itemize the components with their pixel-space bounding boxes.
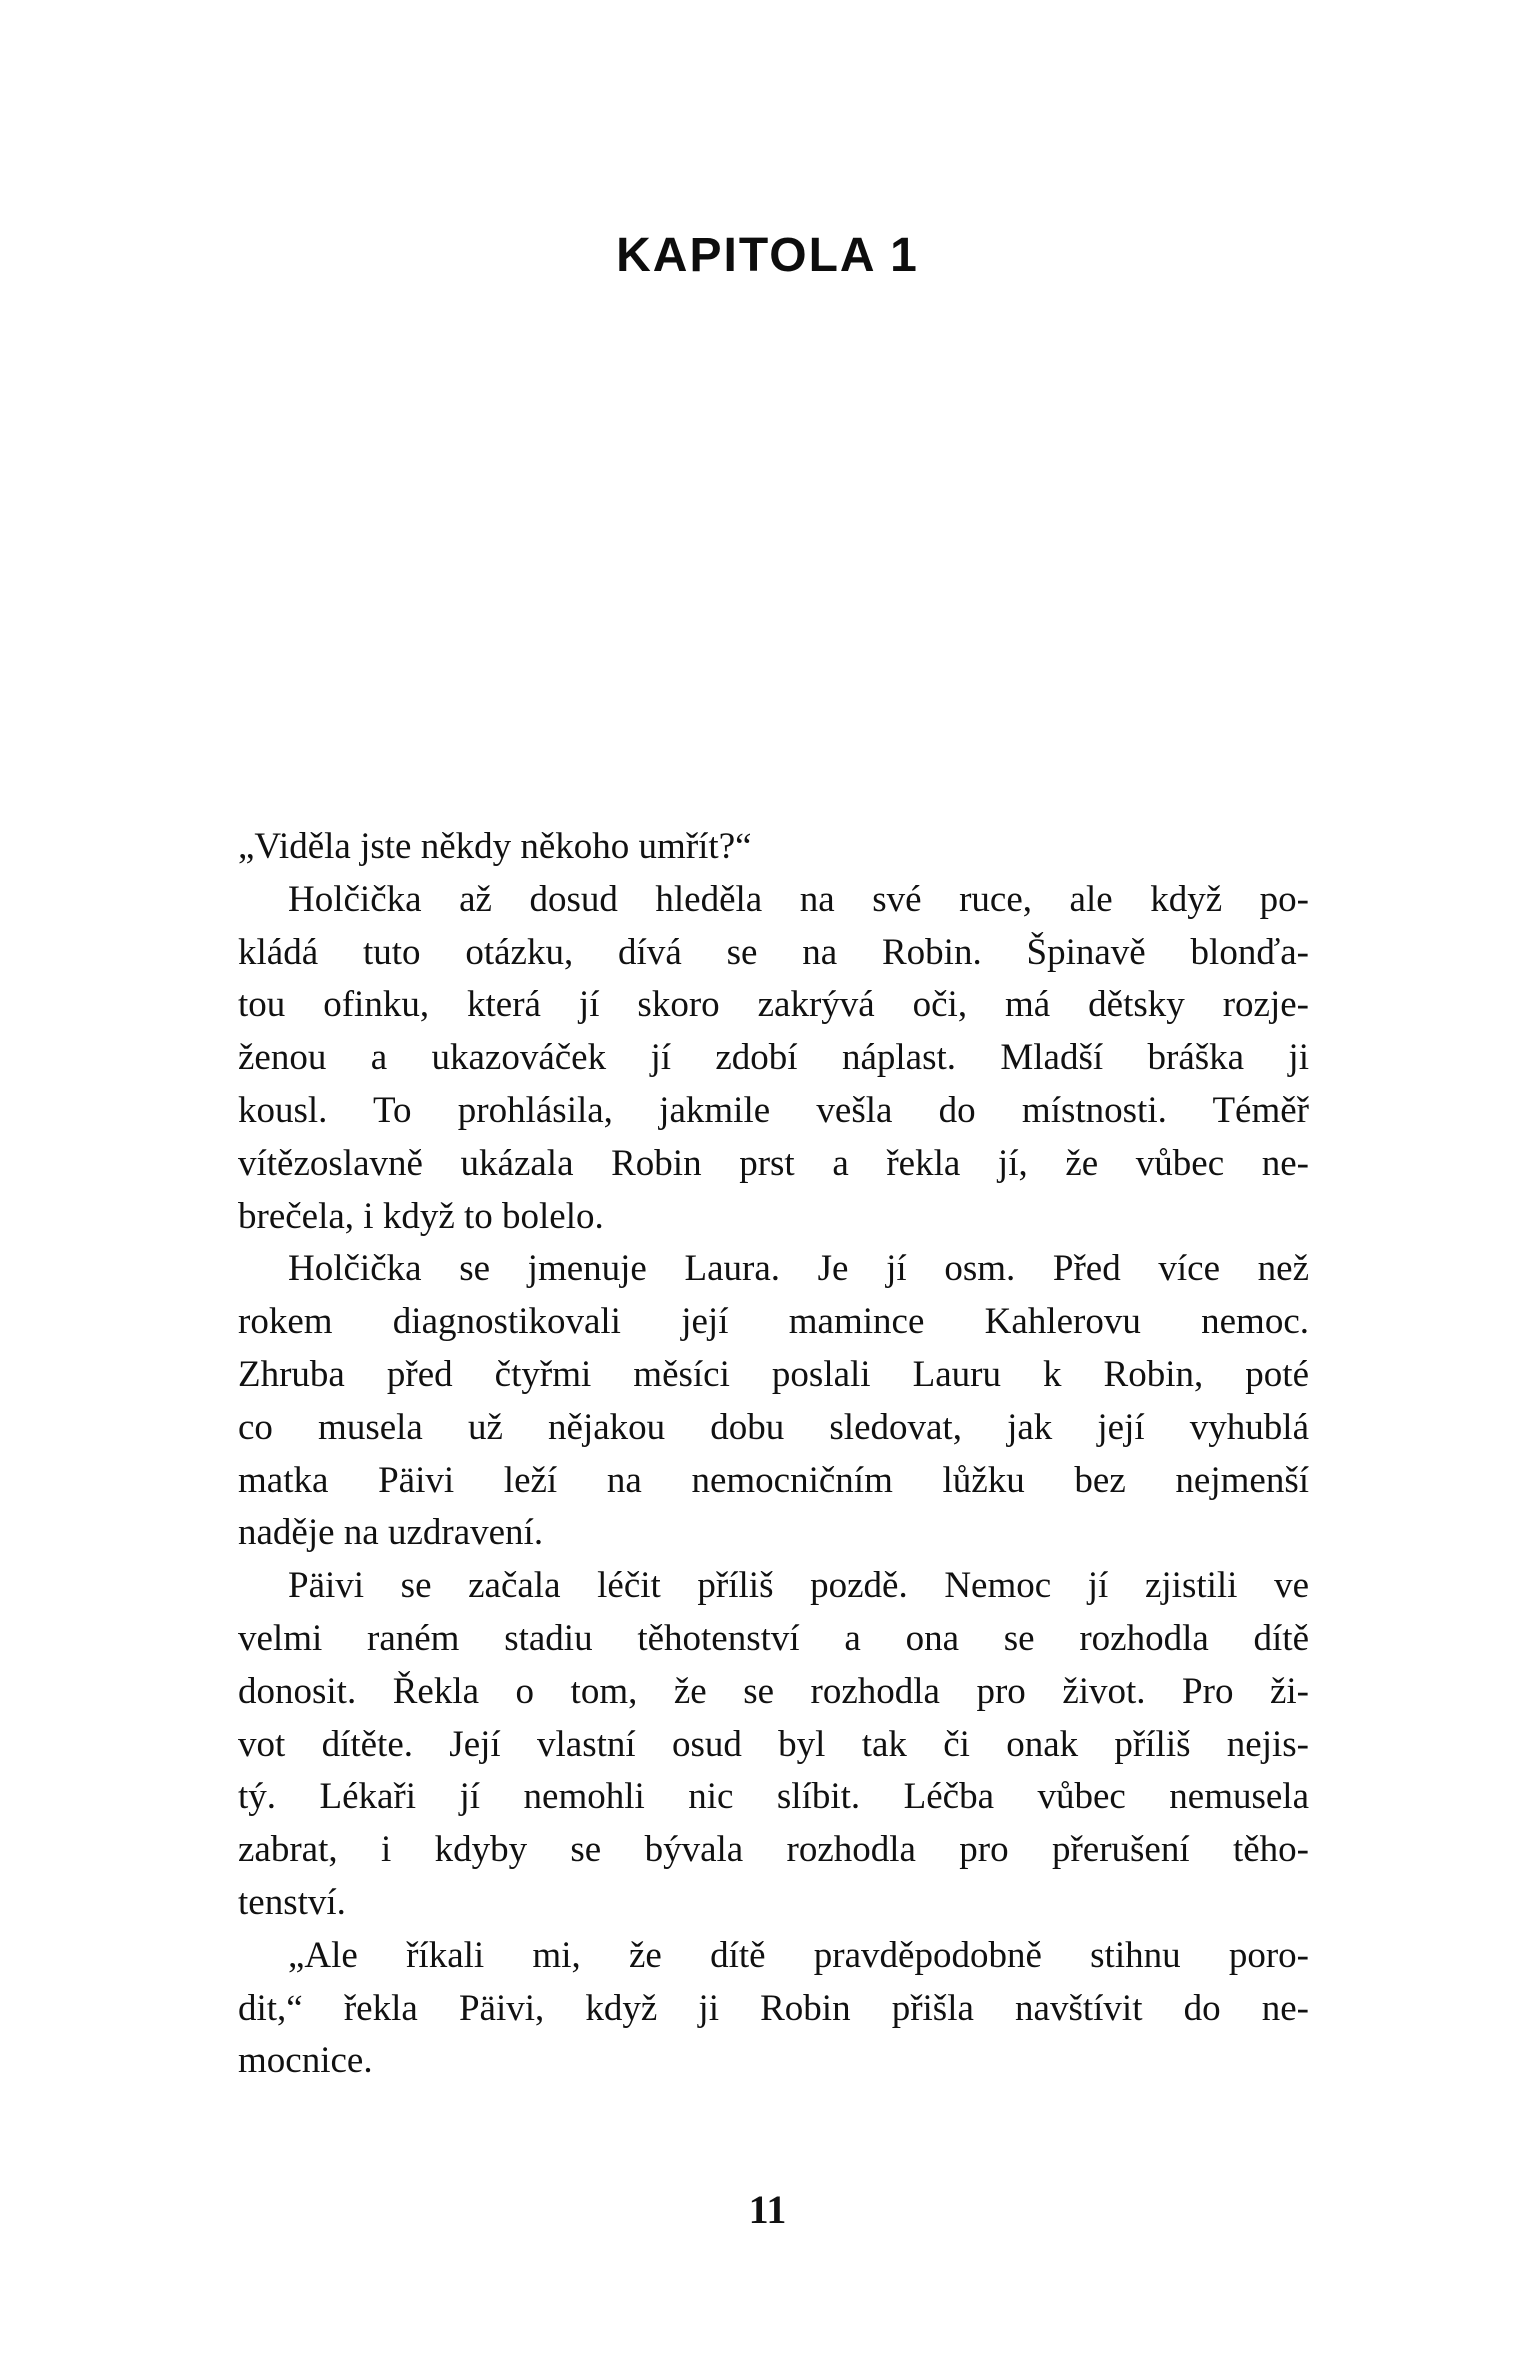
text-line: kousl. To prohlásila, jakmile vešla do místnosti. Téměř (238, 1089, 1309, 1131)
text-line: vítězoslavně ukázala Robin prst a řekla jí, že vůbec ne- (238, 1142, 1309, 1184)
text-line: tenství. (238, 1881, 346, 1923)
text-line: vot dítěte. Její vlastní osud byl tak či onak příliš nejis- (238, 1723, 1309, 1765)
text-line: naděje na uzdravení. (238, 1512, 544, 1554)
text-line: tou ofinku, která jí skoro zakrývá oči, má dětsky rozje- (238, 984, 1309, 1026)
text-line: matka Päivi leží na nemocničním lůžku bez nejmenší (238, 1459, 1309, 1501)
paragraph (238, 874, 1309, 1244)
text-line: mocnice. (238, 2040, 373, 2082)
text-line: Päivi se začala léčit příliš pozdě. Nemoc jí zjistili ve (288, 1565, 1309, 1607)
text-line: „Ale říkali mi, že dítě pravděpodobně stihnu poro- (288, 1934, 1309, 1976)
text-line: dit,“ řekla Päivi, když ji Robin přišla navštívit do ne- (238, 1987, 1309, 2029)
text-line: „Viděla jste někdy někoho umřít?“ (238, 826, 752, 867)
text-line: kládá tuto otázku, dívá se na Robin. Špinavě blonďa- (238, 931, 1309, 973)
text-line: co musela už nějakou dobu sledovat, jak její vyhublá (238, 1406, 1309, 1448)
text-line: Holčička se jmenuje Laura. Je jí osm. Před více než (288, 1248, 1309, 1290)
text-line: ženou a ukazováček jí zdobí náplast. Mladší bráška ji (238, 1037, 1309, 1079)
body-text (238, 821, 1309, 2088)
paragraph (238, 1560, 1309, 1930)
chapter-title: KAPITOLA 1 (616, 229, 919, 282)
text-line: zabrat, i kdyby se bývala rozhodla pro přerušení těho- (238, 1829, 1309, 1871)
text-line: Zhruba před čtyřmi měsíci poslali Lauru k Robin, poté (238, 1353, 1309, 1395)
text-line: velmi raném stadiu těhotenství a ona se rozhodla dítě (238, 1617, 1309, 1659)
paragraph (238, 1930, 1309, 2088)
text-line: brečela, i když to bolelo. (238, 1195, 604, 1237)
text-line: donosit. Řekla o tom, že se rozhodla pro život. Pro ži- (238, 1670, 1309, 1712)
text-line: rokem diagnostikovali její mamince Kahlerovu nemoc. (238, 1301, 1309, 1343)
paragraph (238, 1243, 1309, 1560)
paragraph (238, 821, 1309, 874)
text-line: tý. Lékaři jí nemohli nic slíbit. Léčba vůbec nemusela (238, 1776, 1309, 1818)
text-line: Holčička až dosud hleděla na své ruce, ale když po- (288, 878, 1309, 920)
page-number: 11 (748, 2187, 787, 2232)
